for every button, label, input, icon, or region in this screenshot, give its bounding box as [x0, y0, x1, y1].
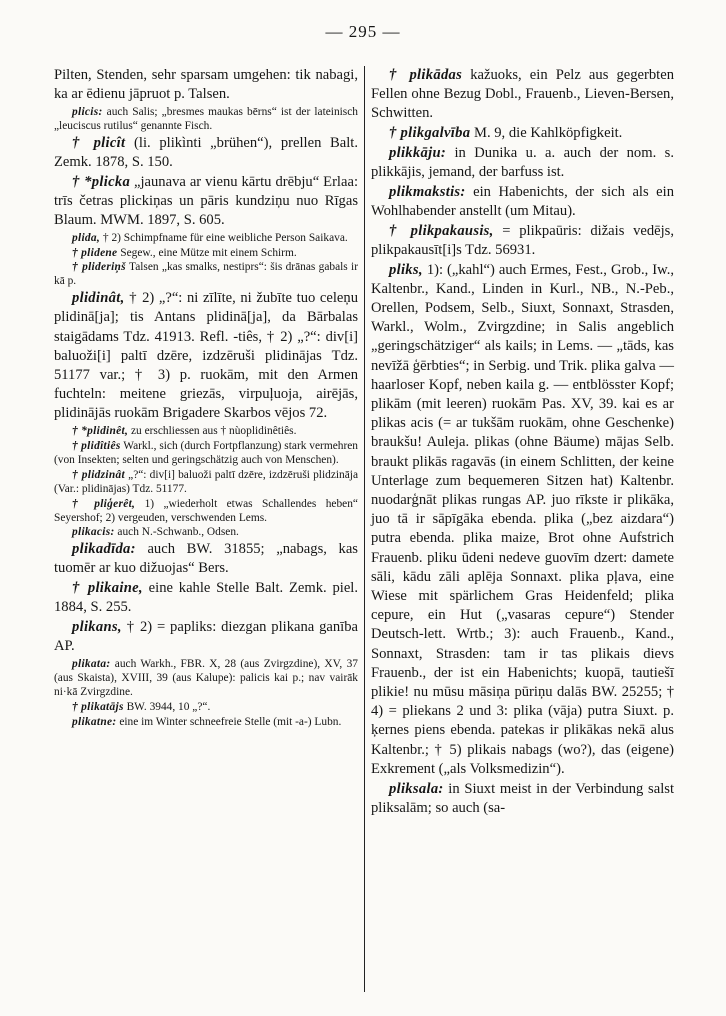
dictionary-entry: [371, 780, 674, 818]
entry-headword: pliks,: [389, 261, 423, 278]
dictionary-entry: [54, 579, 358, 617]
dictionary-entry: [54, 618, 358, 656]
entry-text: † 2) „?“: ni zīlīte, ni žubīte tuo celeņu plidinā[ja]; tis Antans plidinā[ja], da Bārbalas staigādams Tdz. 41913. Refl. -tiês, † 2) „?“: div[i] baluoži[i] paltī dzēre, izdzēruši plidinājas Tdz. 51177 var.; † 3) p. ruokām, mit den Armen fuchteln: meitene griezās, virpuļuoja, airējās, plidinājās ruokām Brigadere Skarbos vējos 72.: [54, 290, 358, 422]
entry-text: „?“: div[i] baluoži paltī dzēre, izdzēruši plidzināja (Var.: plidinājas) Tdz. 51177.: [54, 468, 359, 495]
dictionary-entry: [54, 439, 358, 467]
entry-text: 1) „wiederholt etwas Schallendes heben“ Seyershof; 2) vergeuden, verschwenden Lems.: [54, 497, 358, 524]
entry-text: † 2) = papliks: diezgan plikana ganība AP.: [54, 619, 358, 655]
entry-text: in Dunika u. a. auch der nom. s. plikkājis, jemand, der barfuss ist.: [371, 144, 674, 181]
dictionary-entry: [54, 525, 358, 539]
dictionary-entry: [371, 183, 674, 221]
entry-headword: † plikatājs: [72, 701, 124, 714]
entry-text: 1): („kahl“) auch Ermes, Fest., Grob., Iw., Kaltenbr., Kand., Linden in Kurl., NB., N.-Peb., Orellen, Podsem, Selb., Siuxt, Sonnaxt, Strasden, Warkl., Wolm., Zvirgzdine; in Salis angeblich „geringschätziger“ als kails; in Lems. — „tāds, kas nevīžā ģērbties“; in Serbig. und Trik. plika galva — haarloser Kopf, neben kaila g. — entblösster Kopf; plikām (mit leeren) ruokām Pas. XV, 39. kai es ar plikas acis (= ar tukšām ruokām, ohne Geschenke) braukšu! Auleja. plikas (ohne Bäume) mājas Selb. braukt plikās ragavās (in einem Schlitten, der keine Unterlage zum bequemeren Sitzen hat) Kaltenbr. nuodarģnāt plikas rungas AP. juo rīkste ir plikāka, juo tā ir sāpīgāka ebenda. plika („bez aizdara“) putra ebenda. plika maize, Brot ohne Aufstrich Frauenb. pliku ūdeni nedeve guovīm dzert: damete sāli, kādu zāli aplēja Sonnaxt. plika pļava, eine Wiese mit spärlichem Gras Heidenfeld; plika cepure, ein Hut („vasaras cepure“) Stender Deutsch-lett. Wrtb.; 3): auch Frauenb., Kand., Sonnaxt, Strasden: tam ir tas plikais dievs Frauenb., der ist ein Habenichts; kuopā, tautiešī plikie! nu mūsu māsiņa pūriņu dalās BW. 25255; † 4) = pliekans 2 und 3: plika (vāja) putra Siuxt. p. ķernes piens ebenda. patekas ir plikākas nekā alus Kaltenbr.; † 5) plikais nabags (wo?), das (eigene) Exkrement („als Volksmedizin“).: [371, 261, 674, 777]
entry-headword: plikatne:: [72, 715, 117, 728]
entry-headword: plikacis:: [72, 526, 115, 539]
entry-headword: † *plicka: [72, 173, 131, 190]
entry-text: auch Salis; „bresmes maukas bērns“ ist der lateinisch „leuciscus rutilus“ genannte Fisch.: [54, 105, 358, 133]
dictionary-entry: [54, 289, 358, 423]
entry-headword: plikans,: [72, 619, 122, 635]
entry-text: Pilten, Stenden, sehr sparsam umgehen: tik nabagi, ka ar ēdienu jāpruot p. Talsen.: [54, 67, 358, 103]
column-divider: [364, 66, 365, 992]
entry-headword: † plikpakausis,: [389, 222, 494, 239]
dictionary-entry: [54, 700, 358, 714]
entry-text: Segew., eine Mütze mit einem Schirm.: [117, 246, 297, 259]
entry-headword: plikmakstis:: [389, 183, 466, 200]
entry-headword: † plikaine,: [72, 580, 143, 597]
entry-headword: plida,: [72, 231, 101, 244]
entry-text: † 2) Schimpfname für eine weibliche Person Saikava.: [100, 231, 348, 244]
entry-headword: † *plidinêt,: [72, 425, 129, 438]
entry-text: auch Warkh., FBR. X, 28 (aus Zvirgzdine), XV, 37 (aus Skaista), XVIII, 39 (aus Kalupe): palicis kai p.; nav vairāk ni·kā Zvirgzdine.: [54, 657, 358, 699]
entry-text: zu erschliessen aus † nùoplidinêtiês.: [128, 425, 297, 438]
entry-text: „jaunava ar vienu kārtu drēbju“ Erlaa: trīs četras plickiņas un pāris kundziņu nuo Rīgas Blaum. MWM. 1897, S. 605.: [54, 173, 358, 229]
entry-text: eine im Winter schneefreie Stelle (mit -a-) Lubn.: [116, 715, 342, 728]
entry-headword: † plidîtiês: [72, 439, 121, 452]
dictionary-entry: [54, 540, 358, 578]
entry-text: (li. plikìnti „brühen“), prellen Balt. Zemk. 1878, S. 150.: [54, 134, 359, 171]
entry-text: BW. 3944, 10 „?“.: [123, 701, 211, 714]
entry-text: eine kahle Stelle Balt. Zemk. piel. 1884, S. 255.: [54, 580, 358, 616]
dictionary-entry: [54, 173, 358, 231]
entry-text: M. 9, die Kahlköpfigkeit.: [470, 125, 623, 142]
dictionary-entry: [371, 144, 674, 182]
entry-headword: † plidzinât: [72, 468, 125, 481]
dictionary-entry: [54, 657, 358, 700]
entry-headword: † plideriņš: [72, 261, 126, 274]
entry-text: Warkl., sich (durch Fortpflanzung) stark vermehren (von Insekten; selten und geringschätzig auch von Menschen).: [54, 439, 359, 466]
dictionary-entry: [54, 66, 358, 104]
entry-headword: † plicît: [72, 134, 126, 151]
entry-headword: plidinât,: [72, 290, 125, 307]
entry-headword: † plikgalvība: [389, 125, 471, 142]
dictionary-entry: [54, 134, 358, 172]
dictionary-entry: [371, 261, 674, 779]
dictionary-entry: [371, 124, 674, 143]
entry-headword: † plikādas: [389, 67, 463, 83]
entry-text: auch N.-Schwanb., Odsen.: [114, 526, 239, 539]
entry-headword: plikkāju:: [389, 144, 447, 161]
entry-text: kažuoks, ein Pelz aus gegerbten Fellen ohne Bezug Dobl., Frauenb., Lieven-Bersen, Schwitten.: [371, 67, 675, 122]
dictionary-entry: [54, 260, 358, 288]
entry-headword: pliksala:: [389, 780, 444, 797]
entry-text: in Siuxt meist in der Verbindung salst pliksalām; so auch (sa-: [371, 780, 674, 816]
dictionary-entry: [54, 231, 358, 245]
dictionary-entry: [54, 715, 358, 729]
entry-text: auch BW. 31855; „nabags, kas tuomēr ar kuo dižuojas“ Bers.: [54, 541, 358, 577]
dictionary-entry: [54, 424, 358, 438]
entry-headword: † pliģerêt,: [72, 497, 136, 510]
entry-headword: plikata:: [72, 657, 111, 670]
dictionary-entry: [54, 105, 358, 133]
entry-headword: † plidene: [72, 246, 118, 259]
dictionary-entry: [371, 66, 674, 124]
entry-text: = plikpaūris: dižais vedējs, plikpakausīt[i]s Tdz. 56931.: [371, 222, 675, 258]
entry-text: Talsen „kas smalks, nestiprs“: šis drānas gabals ir kā p.: [54, 261, 358, 288]
dictionary-entry: [54, 246, 358, 260]
entry-headword: plicis:: [72, 105, 103, 118]
right-column: [371, 66, 674, 818]
page-number: — 295 —: [325, 22, 401, 41]
entry-text: ein Habenichts, der sich als ein Wohlhabender anstellt (um Mitau).: [371, 183, 674, 219]
dictionary-entry: [371, 222, 674, 260]
left-column: [54, 66, 358, 729]
dictionary-entry: [54, 497, 358, 525]
entry-headword: plikadīda:: [72, 541, 136, 558]
dictionary-entry: [54, 468, 358, 496]
